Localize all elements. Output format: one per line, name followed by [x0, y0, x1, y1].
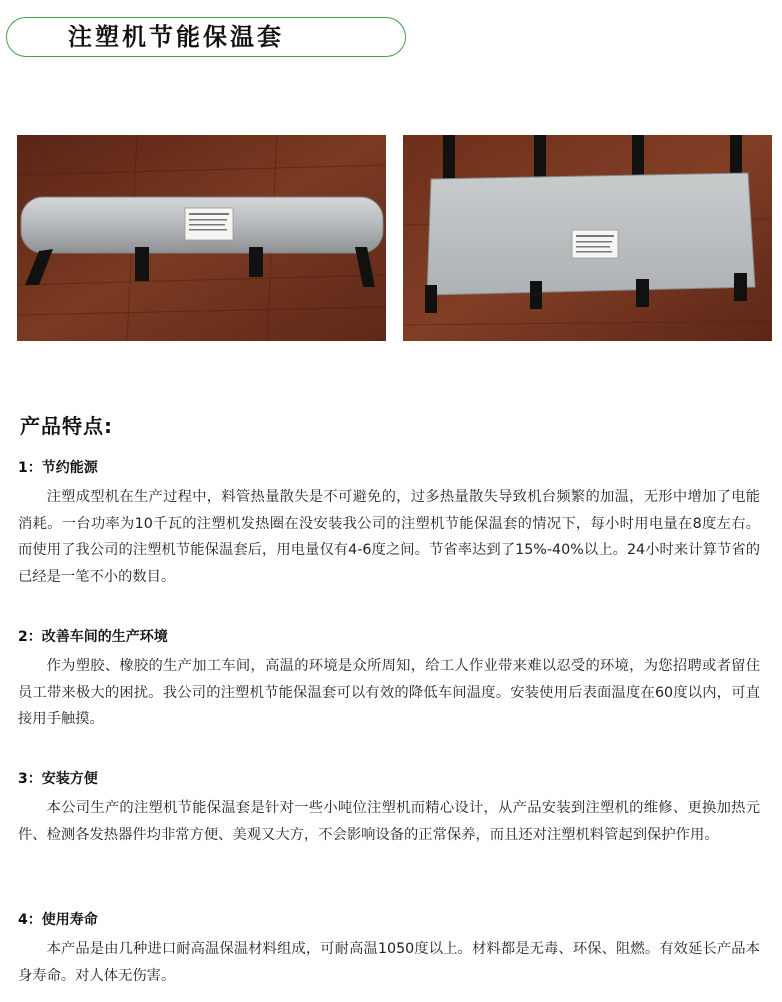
feature-energy-saving [18, 458, 760, 590]
feature-body: 本产品是由几种进口耐高温保温材料组成，可耐高温1050度以上。材料都是无毒、环保、阻燃。有效延长产品本身寿命。对人体无伤害。 [18, 941, 760, 984]
feature-environment [18, 627, 760, 733]
page-title: 注塑机节能保温套 [68, 23, 284, 51]
feature-body: 本公司生产的注塑机节能保温套是针对一些小吨位注塑机而精心设计，从产品安装到注塑机的维修、更换加热元件、检测各发热器件均非常方便、美观又大方，不会影响设备的正常保养，而且还对注塑机料管起到保护作用。 [18, 800, 760, 843]
feature-lifespan [18, 910, 760, 989]
feature-body: 作为塑胶、橡胶的生产加工车间，高温的环境是众所周知，给工人作业带来难以忍受的环境，为您招聘或者留住员工带来极大的困扰。我公司的注塑机节能保温套可以有效的降低车间温度。安装使用后表面温度在60度以内，可直接用手触摸。 [18, 658, 760, 727]
feature-body: 注塑成型机在生产过程中，料管热量散失是不可避免的，过多热量散失导致机台频繁的加温，无形中增加了电能消耗。一台功率为10千瓦的注塑机发热圈在没安装我公司的注塑机节能保温套的情况下，每小时用电量在8度左右。而使用了我公司的注塑机节能保温套后，用电量仅有4-6度之间。节省率达到了15%-40%以上。24小时来计算节省的已经是一笔不小的数目。 [18, 489, 760, 585]
features-heading: 产品特点: [20, 414, 113, 438]
feature-title: 1：节约能源 [18, 460, 98, 476]
feature-installation [18, 769, 760, 848]
feature-title: 3：安装方便 [18, 771, 98, 787]
feature-title: 2：改善车间的生产环境 [18, 629, 168, 645]
feature-title: 4：使用寿命 [18, 912, 98, 928]
product-photo-flat [403, 135, 772, 341]
product-photo-rolled [17, 135, 386, 341]
